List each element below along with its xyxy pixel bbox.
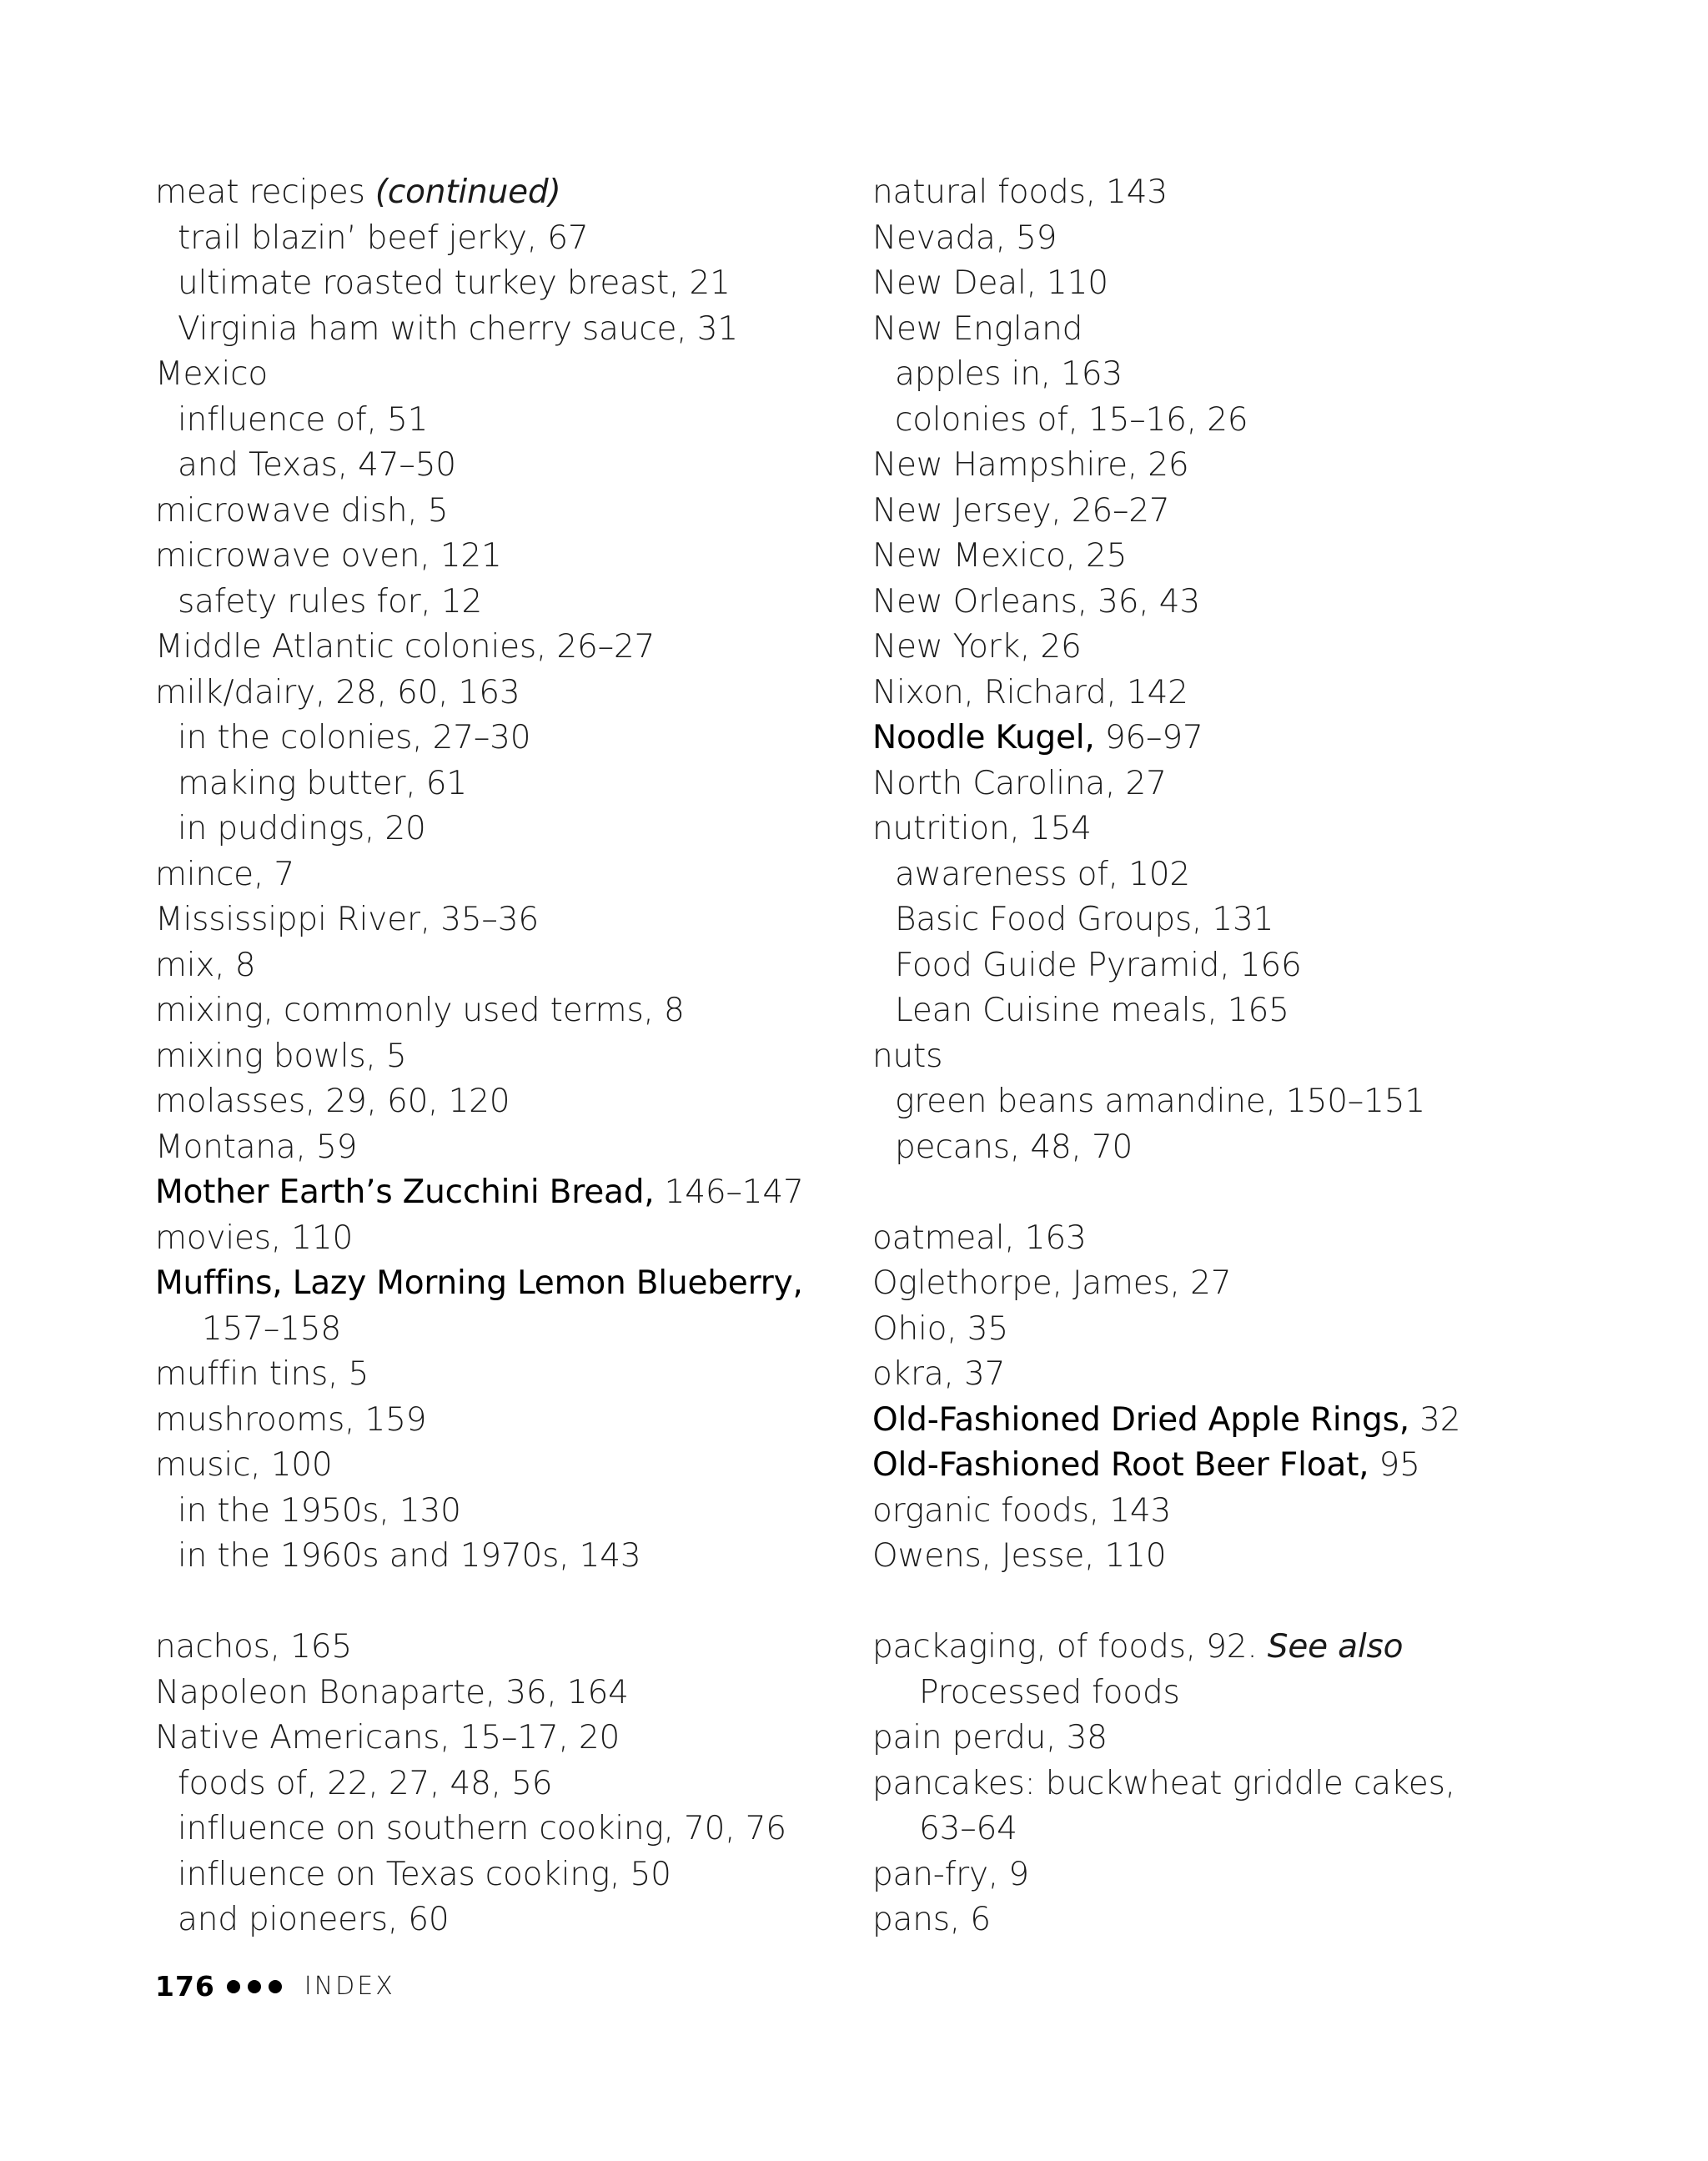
entry-text: Napoleon Bonaparte, 36, 164 — [155, 1673, 629, 1711]
entry-text: pecans, 48, 70 — [895, 1128, 1133, 1166]
index-entry — [155, 170, 822, 216]
entry-text: Nixon, Richard, 142 — [872, 673, 1188, 711]
index-entry — [155, 1443, 822, 1489]
entry-text: making butter, 61 — [178, 764, 467, 802]
index-entry — [872, 1034, 1623, 1080]
entry-text: New Orleans, 36, 43 — [872, 582, 1200, 621]
index-entry — [872, 761, 1623, 807]
index-entry — [155, 625, 822, 671]
entry-text: mince, 7 — [155, 855, 294, 893]
index-subentry — [155, 580, 822, 626]
entry-text: microwave oven, 121 — [155, 537, 502, 575]
entry-text: influence of, 51 — [178, 400, 429, 439]
page-number: 176 — [155, 1970, 215, 2003]
entry-text: 146–147 — [654, 1173, 804, 1211]
entry-text: New Deal, 110 — [872, 264, 1108, 302]
index-entry — [155, 852, 822, 898]
index-entry — [872, 307, 1623, 353]
entry-text: safety rules for, 12 — [178, 582, 483, 621]
entry-text: colonies of, 15–16, 26 — [895, 400, 1248, 439]
entry-text: New Jersey, 26–27 — [872, 491, 1170, 530]
entry-text: pan-fry, 9 — [872, 1855, 1029, 1893]
index-column-right — [872, 170, 1623, 1943]
entry-italic-note: See also — [1267, 1628, 1404, 1666]
entry-text: mixing bowls, 5 — [155, 1037, 407, 1075]
index-entry — [155, 1170, 822, 1216]
index-subentry — [155, 1897, 822, 1943]
entry-text: Nevada, 59 — [872, 219, 1057, 257]
index-entry — [155, 352, 822, 398]
index-entry — [155, 1125, 822, 1171]
index-entry — [155, 988, 822, 1034]
index-letter-gap — [872, 1580, 1623, 1626]
entry-text: 157–158 — [202, 1309, 341, 1348]
index-subentry — [872, 1125, 1623, 1171]
entry-text: natural foods, 143 — [872, 173, 1168, 211]
entry-text: in the 1960s and 1970s, 143 — [178, 1537, 641, 1575]
entry-text: Food Guide Pyramid, 166 — [895, 946, 1302, 984]
index-subentry — [155, 1761, 822, 1807]
index-entry — [155, 1398, 822, 1444]
entry-text: 95 — [1369, 1446, 1420, 1484]
index-subentry — [155, 1807, 822, 1852]
index-subentry — [155, 443, 822, 489]
entry-text: muffin tins, 5 — [155, 1355, 369, 1393]
index-entry — [155, 1261, 822, 1307]
index-subentry — [872, 897, 1623, 943]
index-column-left — [155, 170, 822, 1943]
index-entry — [155, 1625, 822, 1671]
index-subentry — [872, 352, 1623, 398]
index-entry — [155, 489, 822, 535]
entry-text: ultimate roasted turkey breast, 21 — [178, 264, 731, 302]
entry-text: mushrooms, 159 — [155, 1400, 427, 1439]
entry-text: foods of, 22, 27, 48, 56 — [178, 1764, 553, 1802]
entry-text: milk/dairy, 28, 60, 163 — [155, 673, 520, 711]
entry-text: influence on Texas cooking, 50 — [178, 1855, 671, 1893]
entry-text: packaging, of foods, 92. — [872, 1628, 1268, 1666]
index-entry — [872, 1534, 1623, 1580]
recipe-title: Noodle Kugel, — [872, 719, 1095, 756]
entry-text: Basic Food Groups, 131 — [895, 901, 1274, 938]
entry-text: mixing, commonly used terms, 8 — [155, 992, 685, 1029]
entry-text: New England — [872, 309, 1083, 348]
entry-text: 32 — [1409, 1400, 1461, 1439]
index-entry — [155, 1034, 822, 1080]
index-subentry — [872, 1079, 1623, 1125]
index-entry — [872, 625, 1623, 671]
entry-text: apples in, 163 — [895, 355, 1123, 393]
index-entry — [155, 1671, 822, 1716]
index-entry — [872, 1443, 1623, 1489]
entry-text: organic foods, 143 — [872, 1491, 1172, 1530]
entry-text: oatmeal, 163 — [872, 1219, 1087, 1257]
index-entry — [155, 671, 822, 716]
index-entry — [872, 489, 1623, 535]
entry-text: okra, 37 — [872, 1355, 1006, 1393]
index-entry — [872, 580, 1623, 626]
index-entry — [872, 1216, 1623, 1262]
index-entry — [872, 716, 1623, 761]
index-entry — [155, 534, 822, 580]
index-entry — [155, 897, 822, 943]
page-footer — [155, 1962, 395, 2012]
index-entry — [872, 1489, 1623, 1535]
entry-text: in puddings, 20 — [178, 810, 426, 847]
entry-text: nutrition, 154 — [872, 810, 1092, 847]
entry-text: Owens, Jesse, 110 — [872, 1537, 1167, 1575]
entry-text: pancakes: buckwheat griddle cakes, — [872, 1764, 1455, 1802]
entry-text: Processed foods — [919, 1673, 1180, 1711]
index-entry — [155, 1079, 822, 1125]
entry-text: molasses, 29, 60, 120 — [155, 1083, 510, 1120]
index-subentry — [155, 1489, 822, 1535]
recipe-title: Old-Fashioned Dried Apple Rings, — [872, 1400, 1409, 1439]
entry-text: 96–97 — [1094, 719, 1203, 756]
index-subentry — [155, 398, 822, 444]
entry-text: Native Americans, 15–17, 20 — [155, 1719, 620, 1756]
entry-text: Oglethorpe, James, 27 — [872, 1264, 1232, 1302]
index-entry — [872, 1398, 1623, 1444]
index-entry — [872, 534, 1623, 580]
entry-text: New Hampshire, 26 — [872, 446, 1189, 484]
entry-text: Virginia ham with cherry sauce, 31 — [178, 309, 738, 348]
index-entry — [155, 1216, 822, 1262]
index-entry — [872, 1716, 1623, 1761]
recipe-title: Mother Earth’s Zucchini Bread, — [155, 1173, 655, 1211]
index-entry-continuation — [155, 1307, 822, 1353]
entry-italic-note: (continued) — [374, 173, 561, 211]
index-subentry — [155, 216, 822, 262]
index-entry-continuation — [872, 1671, 1623, 1716]
index-entry — [872, 1761, 1623, 1807]
index-subentry — [155, 1852, 822, 1898]
footer-dots-ornament — [227, 1980, 289, 1993]
index-entry — [872, 170, 1623, 216]
index-entry — [872, 1307, 1623, 1353]
entry-text: awareness of, 102 — [895, 855, 1191, 893]
index-entry — [872, 1897, 1623, 1943]
entry-text: movies, 110 — [155, 1219, 354, 1257]
index-entry — [155, 1352, 822, 1398]
entry-text: Mexico — [155, 355, 268, 393]
index-entry — [872, 216, 1623, 262]
entry-text: New York, 26 — [872, 628, 1082, 666]
entry-text: nachos, 165 — [155, 1628, 352, 1666]
entry-text: nuts — [872, 1037, 943, 1075]
entry-text: 63–64 — [919, 1810, 1017, 1847]
index-subentry — [155, 761, 822, 807]
section-name: INDEX — [304, 1972, 395, 2001]
entry-text: and Texas, 47–50 — [178, 446, 456, 484]
index-entry-continuation — [872, 1807, 1623, 1852]
index-entry — [872, 1352, 1623, 1398]
index-entry — [872, 1261, 1623, 1307]
entry-text: Montana, 59 — [155, 1128, 358, 1166]
entry-text: Mississippi River, 35–36 — [155, 901, 539, 938]
entry-text: green beans amandine, 150–151 — [895, 1083, 1425, 1120]
entry-text: and pioneers, 60 — [178, 1901, 450, 1938]
index-subentry — [872, 852, 1623, 898]
index-entry — [872, 261, 1623, 307]
index-subentry — [872, 988, 1623, 1034]
index-entry — [872, 671, 1623, 716]
entry-text: trail blazin’ beef jerky, 67 — [178, 219, 589, 257]
index-subentry — [155, 807, 822, 852]
entry-text: influence on southern cooking, 70, 76 — [178, 1810, 786, 1847]
index-subentry — [155, 1534, 822, 1580]
index-entry — [872, 1852, 1623, 1898]
entry-text: pain perdu, 38 — [872, 1719, 1108, 1756]
entry-text: mix, 8 — [155, 946, 256, 984]
entry-text: Middle Atlantic colonies, 26–27 — [155, 628, 656, 666]
recipe-title: Old-Fashioned Root Beer Float, — [872, 1446, 1369, 1484]
index-entry — [872, 1625, 1623, 1671]
index-subentry — [155, 261, 822, 307]
recipe-title: Muffins, Lazy Morning Lemon Blueberry, — [155, 1264, 803, 1302]
index-entry — [872, 807, 1623, 852]
entry-text: music, 100 — [155, 1446, 333, 1484]
index-subentry — [155, 716, 822, 761]
entry-text: meat recipes — [155, 173, 375, 211]
index-subentry — [155, 307, 822, 353]
entry-text: in the 1950s, 130 — [178, 1491, 461, 1530]
entry-text: Lean Cuisine meals, 165 — [895, 992, 1289, 1029]
index-letter-gap — [155, 1580, 822, 1626]
index-entry — [155, 1716, 822, 1761]
index-entry — [872, 443, 1623, 489]
index-letter-gap — [872, 1170, 1623, 1216]
index-entry — [155, 943, 822, 989]
index-subentry — [872, 943, 1623, 989]
entry-text: microwave dish, 5 — [155, 491, 449, 530]
entry-text: North Carolina, 27 — [872, 764, 1167, 802]
entry-text: in the colonies, 27–30 — [178, 719, 531, 756]
entry-text: New Mexico, 25 — [872, 537, 1128, 575]
entry-text: pans, 6 — [872, 1901, 991, 1938]
index-subentry — [872, 398, 1623, 444]
entry-text: Ohio, 35 — [872, 1309, 1008, 1348]
